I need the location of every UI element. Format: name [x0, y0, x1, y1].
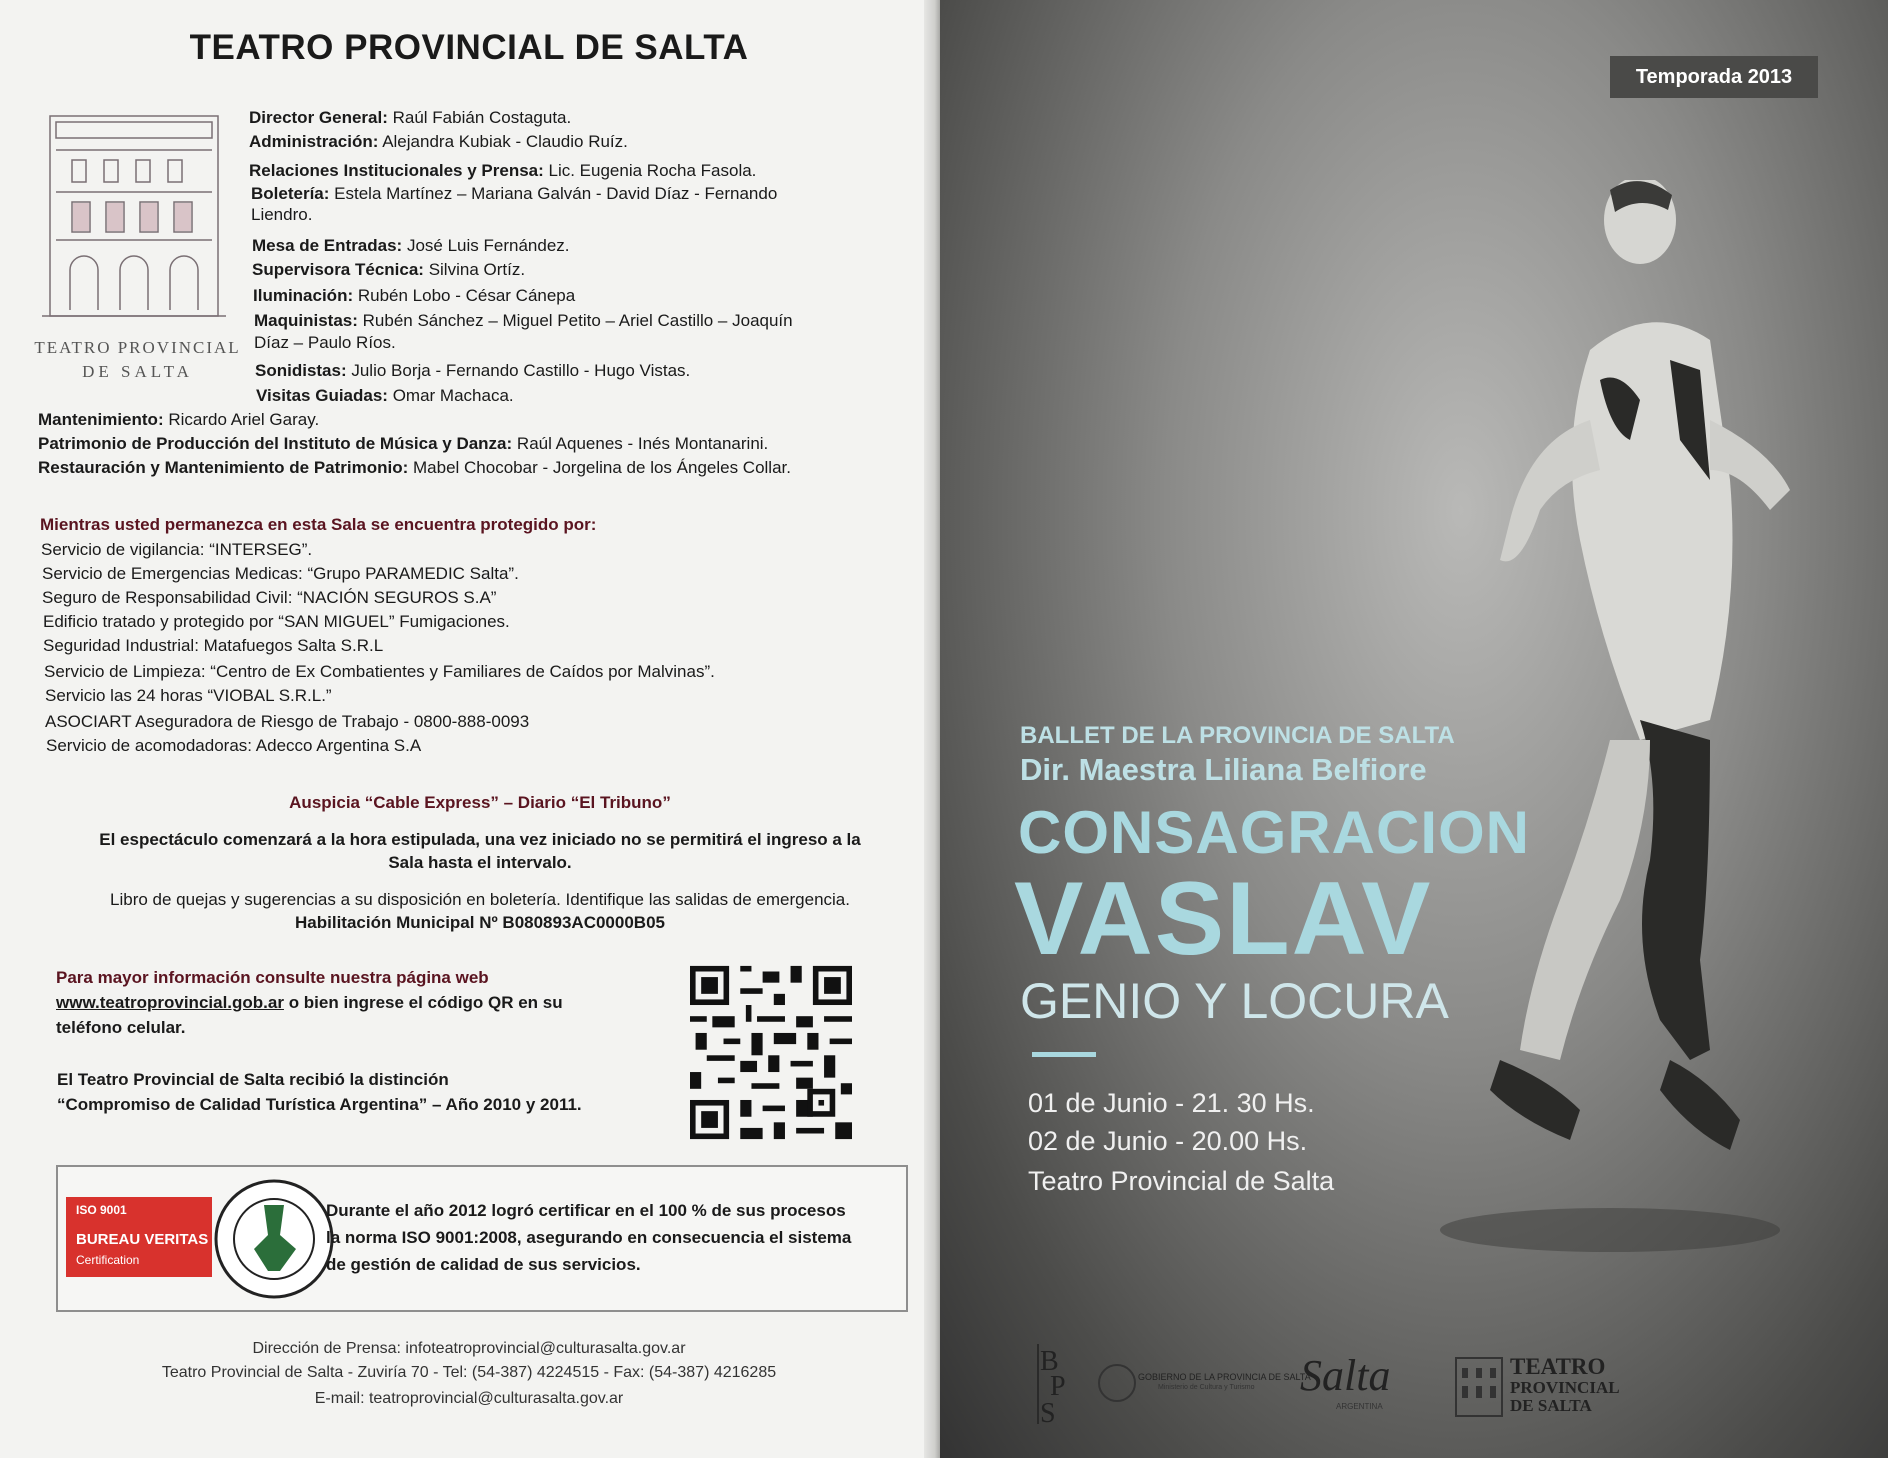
website-link[interactable]: www.teatroprovincial.gob.ar: [56, 993, 284, 1012]
teatro-building-logo-icon: [1454, 1356, 1504, 1418]
dancer-photo-icon: [1410, 180, 1790, 1280]
director-name: Dir. Maestra Liliana Belfiore: [1020, 752, 1427, 787]
service-item: Seguro de Responsabilidad Civil: “NACIÓN SEGUROS S.A”: [42, 588, 497, 607]
footer-line: E-mail: teatroprovincial@culturasalta.gov.ar: [314, 1390, 624, 1407]
sponsor-line: Auspicia “Cable Express” – Diario “El Tribuno”: [289, 793, 671, 812]
web-info: Para mayor información consulte nuestra página web: [56, 968, 489, 987]
theatre-building-icon: [42, 110, 226, 330]
qr-code-icon[interactable]: [690, 965, 852, 1140]
footer-line: Dirección de Prensa: infoteatroprovincial@culturasalta.gov.ar: [252, 1340, 686, 1357]
footer-line: Teatro Provincial de Salta - Zuviría 70 - Tel: (54-387) 4224515 - Fax: (54-387) 4216285: [161, 1364, 777, 1381]
staff-line: Patrimonio de Producción del Instituto de Música y Danza: Raúl Aquenes - Inés Montanarini.: [38, 434, 769, 453]
web-info: www.teatroprovincial.gob.ar o bien ingrese el código QR en su: [56, 993, 563, 1012]
staff-line: Supervisora Técnica: Silvina Ortíz.: [252, 260, 526, 279]
sponsor-logos: [940, 1340, 1888, 1430]
staff-line: Boletería: Estela Martínez – Mariana Galván - David Díaz - Fernando: [251, 184, 778, 203]
service-item: Servicio las 24 horas “VIOBAL S.R.L.”: [45, 686, 332, 705]
habilitacion-line: Habilitación Municipal Nº B080893AC0000B05: [295, 913, 665, 932]
bureau-veritas-seal-icon: [210, 1175, 338, 1303]
cover-page: [940, 0, 1888, 1458]
show-date: 02 de Junio - 20.00 Hs.: [1028, 1126, 1308, 1156]
staff-line: Restauración y Mantenimiento de Patrimonio: Mabel Chocobar - Jorgelina de los Ángeles Collar.: [38, 458, 791, 477]
service-item: Servicio de Limpieza: “Centro de Ex Combatientes y Familiares de Caídos por Malvinas”.: [44, 662, 715, 681]
certification-box: [56, 1165, 908, 1312]
protection-heading: Mientras usted permanezca en esta Sala se encuentra protegido por:: [40, 515, 597, 534]
show-date: 01 de Junio - 21. 30 Hs.: [1028, 1088, 1315, 1118]
staff-line: Mesa de Entradas: José Luis Fernández.: [252, 236, 570, 255]
salta-logo-sub: ARGENTINA: [1336, 1402, 1383, 1411]
title-divider: [1032, 1052, 1096, 1057]
staff-line: Director General: Raúl Fabián Costaguta.: [249, 108, 572, 127]
staff-line: Maquinistas: Rubén Sánchez – Miguel Petito – Ariel Castillo – Joaquín: [254, 311, 793, 330]
salta-logo: Salta: [1300, 1351, 1391, 1400]
service-item: ASOCIART Aseguradora de Riesgo de Trabajo - 0800-888-0093: [45, 712, 530, 731]
gov-logo-subtext: Ministerio de Cultura y Turismo: [1158, 1384, 1255, 1391]
gov-logo-text: GOBIERNO DE LA PROVINCIA DE SALTA: [1138, 1372, 1311, 1382]
distinction-line: “Compromiso de Calidad Turística Argentina” – Año 2010 y 2011.: [57, 1095, 582, 1114]
staff-line: Mantenimiento: Ricardo Ariel Garay.: [38, 410, 320, 429]
show-title-line-1: CONSAGRACION: [1018, 799, 1531, 866]
iso-badge: ISO 9001 BUREAU VERITAS Certification: [66, 1197, 212, 1277]
show-venue: Teatro Provincial de Salta: [1028, 1166, 1335, 1196]
staff-line: Díaz – Paulo Ríos.: [254, 333, 396, 352]
teatro-logo-text: TEATRO: [1510, 1354, 1606, 1379]
svg-text:B: B: [1040, 1346, 1059, 1377]
svg-text:S: S: [1040, 1398, 1056, 1428]
service-item: Edificio tratado y protegido por “SAN MIGUEL” Fumigaciones.: [43, 612, 510, 631]
web-info: teléfono celular.: [56, 1018, 186, 1037]
notice-line: Sala hasta el intervalo.: [388, 853, 572, 872]
service-item: Seguridad Industrial: Matafuegos Salta S.R.L: [43, 636, 384, 655]
staff-line: Visitas Guiadas: Omar Machaca.: [256, 386, 514, 405]
service-item: Servicio de vigilancia: “INTERSEG”.: [41, 540, 313, 559]
complaints-line: Libro de quejas y sugerencias a su disposición en boletería. Identifique las salidas de emergencia.: [110, 890, 850, 909]
building-caption: DE SALTA: [82, 362, 193, 381]
bps-logo-icon: [1036, 1340, 1076, 1428]
staff-line: Sonidistas: Julio Borja - Fernando Castillo - Hugo Vistas.: [255, 361, 691, 380]
certification-text: Durante el año 2012 logró certificar en el 100 % de sus procesos la norma ISO 9001:2008, asegurando en consecuencia el sistema de gestión de calidad de sus servicios.: [326, 1201, 852, 1274]
season-badge: Temporada 2013: [1610, 56, 1818, 98]
gov-seal-icon: [1098, 1364, 1136, 1402]
teatro-logo-text: PROVINCIAL: [1510, 1378, 1620, 1397]
notice-line: El espectáculo comenzará a la hora estipulada, una vez iniciado no se permitirá el ingreso a la: [99, 830, 861, 849]
service-item: Servicio de Emergencias Medicas: “Grupo PARAMEDIC Salta”.: [42, 564, 519, 583]
company-name: BALLET DE LA PROVINCIA DE SALTA: [1020, 722, 1455, 749]
staff-line: Administración: Alejandra Kubiak - Claudio Ruíz.: [249, 132, 628, 151]
left-page: [0, 0, 938, 1458]
staff-line: Iluminación: Rubén Lobo - César Cánepa: [253, 286, 576, 305]
svg-text:P: P: [1050, 1371, 1066, 1402]
staff-line: Relaciones Institucionales y Prensa: Lic. Eugenia Rocha Fasola.: [249, 161, 757, 180]
service-item: Servicio de acomodadoras: Adecco Argentina S.A: [46, 736, 422, 755]
building-caption: TEATRO PROVINCIAL: [34, 338, 241, 357]
page-title: TEATRO PROVINCIAL DE SALTA: [189, 28, 749, 67]
staff-line: Liendro.: [251, 205, 313, 224]
show-subtitle: GENIO Y LOCURA: [1020, 973, 1449, 1029]
show-title-line-2: VASLAV: [1014, 861, 1433, 977]
distinction-line: El Teatro Provincial de Salta recibió la distinción: [57, 1070, 449, 1089]
teatro-logo-text: DE SALTA: [1510, 1396, 1592, 1415]
